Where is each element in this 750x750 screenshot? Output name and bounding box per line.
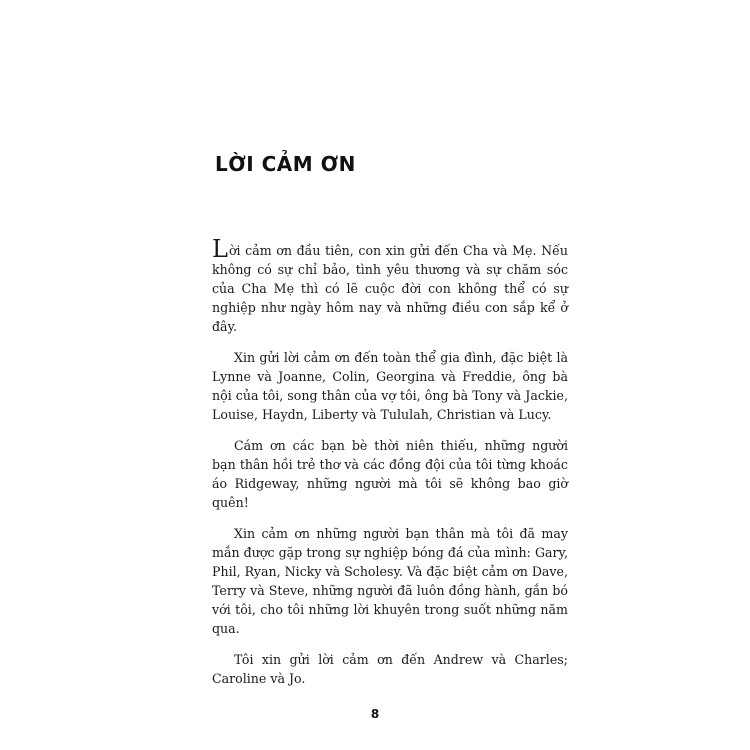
paragraph-4: Xin cảm ơn những người bạn thân mà tôi đã may mắn được gặp trong sự nghiệp bóng đá của mình: Gary, Phil, Ryan, Nicky và Scholesy. Và đặc biệt cảm ơn Dave, Terry và Steve, những người đã luôn đồng hành, gắn bó với tôi, cho tôi những lời khuyên trong suốt những năm qua. (212, 526, 568, 636)
paragraph-1-text: ời cảm ơn đầu tiên, con xin gửi đến Cha và Mẹ. Nếu không có sự chỉ bảo, tình yêu thương và sự chăm sóc của Cha Mẹ thì có lẽ cuộc đời con không thể có sự nghiệp như ngày hôm nay và những điều con sắp kể ở đây. (212, 243, 568, 334)
paragraph-5: Tôi xin gửi lời cảm ơn đến Andrew và Charles; Caroline và Jo. (212, 652, 568, 686)
paragraph-3: Cám ơn các bạn bè thời niên thiếu, những người bạn thân hồi trẻ thơ và các đồng đội của tôi từng khoác áo Ridgeway, những người mà tôi sẽ không bao giờ quên! (212, 438, 568, 510)
chapter-heading: LỜI CẢM ƠN (215, 152, 356, 176)
drop-cap: L (212, 235, 228, 263)
page-number: 8 (370, 707, 380, 721)
acknowledgements-text (212, 235, 568, 700)
paragraph-1 (212, 235, 568, 336)
paragraph-2: Xin gửi lời cảm ơn đến toàn thể gia đình, đặc biệt là Lynne và Joanne, Colin, Georgina và Freddie, ông bà nội của tôi, song thân của vợ tôi, ông bà Tony và Jackie, Louise, Haydn, Liberty và Tululah, Christian và Lucy. (212, 350, 568, 422)
